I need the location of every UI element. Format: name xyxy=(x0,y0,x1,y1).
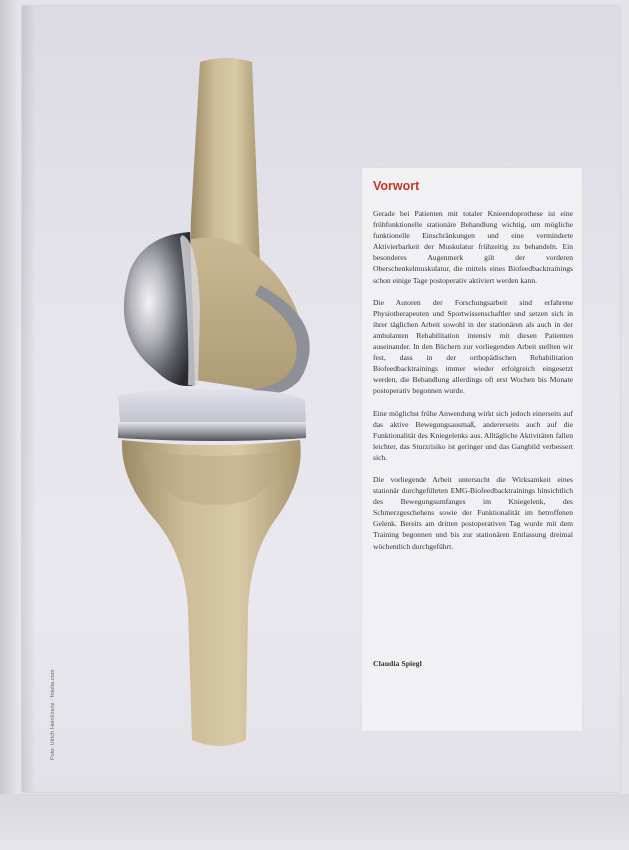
page-fold-shadow xyxy=(22,6,36,792)
article-heading: Vorwort xyxy=(373,179,420,193)
tibial-insert xyxy=(118,389,306,425)
scan-edge-bottom xyxy=(0,794,629,850)
photo-credit: Foto: Ulrich Heinl/zenz · fotolia.com xyxy=(50,669,56,760)
tibial-plate xyxy=(118,422,306,441)
author-signature: Claudia Spiegl xyxy=(373,659,422,668)
article-body xyxy=(373,208,573,563)
paragraph-2: Die Autoren der Forschungsarbeit sind erfahrene Physiotherapeuten und Sportwissenschaftler und setzen sich in ihrer täglichen Arbeit sowohl in der stationären als auch in der ambulanten Rehabilitation intensiv mit diesen Patienten auseinander. In den Büchern zur vorliegenden Arbeit stellten wir fest, dass in der orthopädischen Rehabilitation Biofeedbacktrainings immer wieder erfolgreich eingesetzt werden, die Behandlung allerdings oft erst Wochen bis Monate postoperativ begonnen wurde. xyxy=(373,297,573,396)
paragraph-3: Eine möglichst frühe Anwendung wirkt sich jedoch einerseits auf das aktive Bewegungsausmaß, andererseits auch auf die Funktionalität des Kniegelenks aus. Alltägliche Aktivitäten fallen leichter, das Sturzrisiko ist geringer und das Gangbild verbessert sich. xyxy=(373,408,573,462)
knee-prosthesis-image xyxy=(100,50,330,760)
paragraph-1: Gerade bei Patienten mit totaler Knieendoprothese ist eine frühfunktionelle stationäre Behandlung wichtig, um mögliche funktionelle Einschränkungen und eine verminderte Aktivierbarkeit der Muskulatur frühzeitig zu behandeln. Ein besonderes Augenmerk gilt der vorderen Oberschenkelmuskulatur, die mittels eines Biofeedbacktrainings schon einige Tage postoperativ aktiviert werden kann. xyxy=(373,209,573,285)
scan-edge-left xyxy=(0,0,20,850)
paragraph-4: Die vorliegende Arbeit untersucht die Wirksamkeit eines stationär durchgeführten EMG-Biofeedbacktrainings hinsichtlich des Bewegungsumfanges im Kniegelenk, des Schmerzgeschehens sowie der Funktionalität im betroffenen Gelenk. Bereits am dritten postoperativen Tag wurde mit dem Training begonnen und bis zur stationären Entlassung dreimal wöchentlich durchgeführt. xyxy=(373,474,573,551)
